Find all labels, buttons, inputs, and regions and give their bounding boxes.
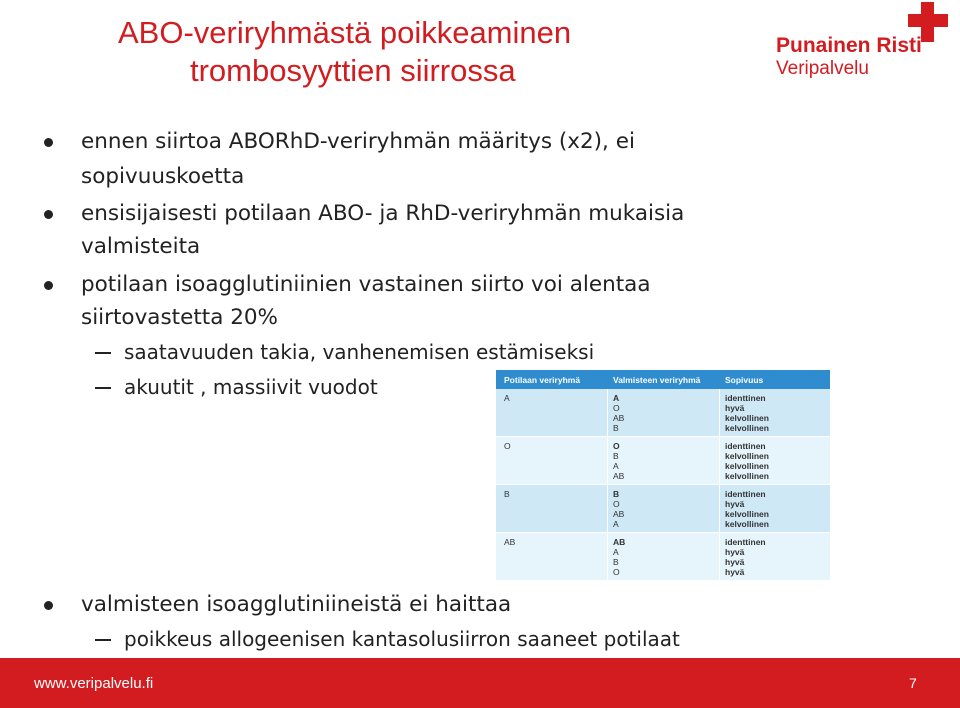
- bullet-dot: [44, 281, 53, 290]
- table-cell-compat: identtinen: [725, 489, 766, 499]
- brand-logo-sub: Veripalvelu: [776, 58, 869, 79]
- table-cell-compat: hyvä: [725, 566, 745, 577]
- table-cell-compat: kelvollinen: [725, 460, 769, 471]
- table-cell-compat: identtinen: [725, 441, 766, 451]
- sub-bullet-text: akuutit , massiivit vuodot: [124, 375, 378, 399]
- brand-logo: [776, 34, 922, 80]
- sub-bullet-text: saatavuuden takia, vanhenemisen estämiseksi: [124, 340, 595, 364]
- table-cell-product: A: [613, 518, 619, 529]
- table-cell-product: A: [613, 393, 620, 403]
- table-cell-patient: O: [504, 441, 511, 451]
- table-cell-product: O: [613, 402, 620, 413]
- table-cell-product: AB: [613, 412, 625, 423]
- bullet-text: valmisteen isoagglutiniineistä ei haittaa: [81, 592, 512, 617]
- table-cell-compat: hyvä: [725, 402, 745, 413]
- dash-marker: [95, 352, 111, 354]
- table-header-compat: Sopivuus: [725, 375, 764, 385]
- slide-title-line1: ABO-veriryhmästä poikkeaminen: [118, 15, 572, 50]
- table-cell-compat: kelvollinen: [725, 450, 769, 461]
- table-cell-compat: hyvä: [725, 546, 745, 557]
- table-cell-product: O: [613, 441, 620, 451]
- table-row-group: [496, 437, 830, 484]
- sub-bullet-text: poikkeus allogeenisen kantasolusiirron saaneet potilaat: [124, 627, 680, 651]
- table-cell-compat: identtinen: [725, 537, 766, 547]
- table-cell-compat: hyvä: [725, 556, 745, 567]
- table-cell-patient: A: [504, 393, 510, 403]
- table-cell-product: AB: [613, 470, 625, 481]
- table-cell-product: O: [613, 498, 620, 509]
- table-cell-product: AB: [613, 508, 625, 519]
- table-row-group: [496, 485, 830, 532]
- slide-title-line2: trombosyyttien siirrossa: [190, 53, 516, 88]
- table-cell-product: B: [613, 422, 619, 433]
- bullet-text: valmisteita: [81, 234, 201, 259]
- bullet-dot: [44, 601, 53, 610]
- table-cell-product: B: [613, 489, 620, 499]
- table-cell-compat: identtinen: [725, 393, 766, 403]
- table-cell-compat: kelvollinen: [725, 412, 769, 423]
- table-cell-product: A: [613, 460, 619, 471]
- bullet-dot: [44, 138, 53, 147]
- table-header: [496, 370, 830, 389]
- bullet-text: ennen siirtoa ABORhD-veriryhmän määritys (x2), ei: [81, 129, 635, 154]
- table-header-patient: Potilaan veriryhmä: [504, 375, 581, 385]
- table-cell-compat: kelvollinen: [725, 470, 769, 481]
- table-row-group: [496, 533, 830, 580]
- bullet-text: ensisijaisesti potilaan ABO- ja RhD-veriryhmän mukaisia: [81, 201, 685, 226]
- table-cell-product: B: [613, 450, 619, 461]
- bullet-text: potilaan isoagglutiniinien vastainen siirto voi alentaa: [81, 272, 651, 297]
- table-cell-compat: kelvollinen: [725, 518, 769, 529]
- table-row-group: [496, 389, 830, 436]
- bullet-dot: [44, 210, 53, 219]
- table-cell-product: O: [613, 566, 620, 577]
- footer-bar: [0, 658, 960, 708]
- page-number: 7: [909, 675, 917, 691]
- bullet-text: sopivuuskoetta: [81, 164, 245, 189]
- compatibility-table: [496, 370, 830, 580]
- footer-url: www.veripalvelu.fi: [34, 675, 154, 692]
- slide-title: [118, 14, 738, 90]
- table-header-product: Valmisteen veriryhmä: [613, 375, 701, 385]
- table-cell-patient: AB: [504, 537, 516, 547]
- brand-logo-name: Punainen Risti: [776, 34, 922, 57]
- table-cell-product: B: [613, 556, 619, 567]
- table-divider: [719, 389, 720, 580]
- bullet-text: siirtovastetta 20%: [81, 305, 278, 330]
- dash-marker: [95, 387, 111, 389]
- table-cell-product: AB: [613, 537, 626, 547]
- dash-marker: [95, 639, 111, 641]
- table-cell-compat: kelvollinen: [725, 508, 769, 519]
- table-cell-compat: kelvollinen: [725, 422, 769, 433]
- table-cell-product: A: [613, 546, 619, 557]
- table-cell-patient: B: [504, 489, 510, 499]
- table-cell-compat: hyvä: [725, 498, 745, 509]
- table-divider: [607, 389, 608, 580]
